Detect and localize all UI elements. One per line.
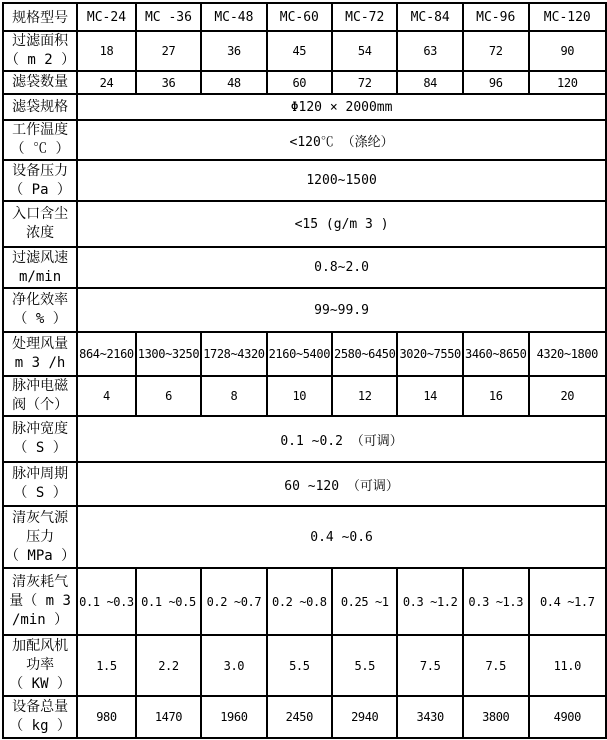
spec-value: 1960 xyxy=(201,696,266,738)
model-header: MC-84 xyxy=(397,3,462,31)
spec-value: 24 xyxy=(77,71,136,94)
model-header: MC-120 xyxy=(529,3,606,31)
spec-value: 96 xyxy=(463,71,529,94)
header-row-label: 规格型号 xyxy=(3,3,77,31)
row-label xyxy=(3,568,77,635)
row-label-line: 功率 xyxy=(26,657,55,673)
row-label xyxy=(3,120,77,160)
spec-value: 18 xyxy=(77,31,136,71)
spec-value: 2160~5400 xyxy=(267,332,332,376)
spec-value: 1728~4320 xyxy=(201,332,266,376)
spec-value: 16 xyxy=(463,376,529,416)
spec-value: 0.1 ~0.5 xyxy=(136,568,201,635)
spec-value-span: <120℃ （涤纶） xyxy=(77,120,606,160)
table-row xyxy=(3,696,606,738)
row-label-line: （ % ） xyxy=(13,311,67,327)
spec-value: 36 xyxy=(201,31,266,71)
row-label xyxy=(3,94,77,120)
spec-value: 3020~7550 xyxy=(397,332,462,376)
spec-value: 14 xyxy=(397,376,462,416)
spec-value: 1470 xyxy=(136,696,201,738)
row-label-line: 过滤面积 xyxy=(12,33,69,49)
row-label-line: /min ） xyxy=(12,612,69,628)
row-label xyxy=(3,416,77,462)
row-label-line: （ kg ） xyxy=(9,718,71,734)
row-label xyxy=(3,462,77,506)
row-label-line: 设备总量 xyxy=(12,699,69,715)
spec-value-span: <15 (g/m 3 ) xyxy=(77,201,606,247)
spec-value: 120 xyxy=(529,71,606,94)
spec-value: 72 xyxy=(332,71,397,94)
spec-value: 54 xyxy=(332,31,397,71)
spec-value: 0.3 ~1.3 xyxy=(463,568,529,635)
row-label xyxy=(3,376,77,416)
spec-value: 5.5 xyxy=(332,635,397,696)
spec-value: 1.5 xyxy=(77,635,136,696)
table-row xyxy=(3,120,606,160)
row-label-line: 压力 xyxy=(26,528,55,545)
row-label xyxy=(3,201,77,247)
row-label-line: 脉冲周期 xyxy=(12,466,69,482)
spec-value: 0.2 ~0.7 xyxy=(201,568,266,635)
row-label-line: m 3 /h xyxy=(14,355,66,371)
spec-value: 10 xyxy=(267,376,332,416)
spec-value: 2940 xyxy=(332,696,397,738)
spec-value: 20 xyxy=(529,376,606,416)
spec-value: 3430 xyxy=(397,696,462,738)
table-row xyxy=(3,376,606,416)
row-label xyxy=(3,247,77,288)
model-header: MC -36 xyxy=(136,3,201,31)
row-label-line: （ MPa ） xyxy=(5,547,76,564)
table-row xyxy=(3,506,606,568)
table-row xyxy=(3,288,606,332)
table-row xyxy=(3,71,606,94)
spec-value: 1300~3250 xyxy=(136,332,201,376)
row-label xyxy=(3,31,77,71)
row-label-line: 浓度 xyxy=(26,225,55,241)
row-label-line: 滤袋规格 xyxy=(12,98,69,115)
row-label-line: 设备压力 xyxy=(12,162,69,179)
spec-value: 45 xyxy=(267,31,332,71)
spec-value: 864~2160 xyxy=(77,332,136,376)
model-header: MC-24 xyxy=(77,3,136,31)
spec-table xyxy=(2,2,607,739)
spec-value-span: 1200~1500 xyxy=(77,160,606,201)
spec-value: 4900 xyxy=(529,696,606,738)
row-label xyxy=(3,288,77,332)
spec-value: 48 xyxy=(201,71,266,94)
spec-value: 5.5 xyxy=(267,635,332,696)
spec-value: 4320~1800 xyxy=(529,332,606,376)
table-row xyxy=(3,31,606,71)
spec-value: 0.1 ~0.3 xyxy=(77,568,136,635)
row-label-line: 工作温度 xyxy=(12,122,69,138)
row-label xyxy=(3,635,77,696)
table-row xyxy=(3,568,606,635)
spec-value: 0.25 ~1 xyxy=(332,568,397,635)
spec-value: 3460~8650 xyxy=(463,332,529,376)
row-label-line: m/min xyxy=(19,268,62,285)
row-label xyxy=(3,332,77,376)
table-row xyxy=(3,635,606,696)
spec-value: 11.0 xyxy=(529,635,606,696)
model-header: MC-48 xyxy=(201,3,266,31)
spec-value: 7.5 xyxy=(397,635,462,696)
spec-value-span: 99~99.9 xyxy=(77,288,606,332)
row-label-line: （ KW ） xyxy=(9,676,71,692)
row-label-line: 净化效率 xyxy=(12,292,69,308)
row-label-line: （ S ） xyxy=(13,440,67,456)
row-label-line: 加配风机 xyxy=(12,638,69,654)
spec-value: 2450 xyxy=(267,696,332,738)
row-label-line: 阀（个） xyxy=(12,397,69,413)
row-label xyxy=(3,160,77,201)
spec-value: 6 xyxy=(136,376,201,416)
spec-value-span: Φ120 × 2000mm xyxy=(77,94,606,120)
model-header: MC-72 xyxy=(332,3,397,31)
row-label-line: 入口含尘 xyxy=(12,206,69,222)
row-label xyxy=(3,506,77,568)
table-row xyxy=(3,332,606,376)
row-label-line: 清灰气源 xyxy=(12,509,69,526)
spec-value: 7.5 xyxy=(463,635,529,696)
spec-value: 36 xyxy=(136,71,201,94)
spec-value-span: 0.4 ~0.6 xyxy=(77,506,606,568)
model-header: MC-60 xyxy=(267,3,332,31)
row-label-line: 脉冲电磁 xyxy=(12,378,69,394)
spec-value: 0.4 ~1.7 xyxy=(529,568,606,635)
model-header: MC-96 xyxy=(463,3,529,31)
spec-value: 3800 xyxy=(463,696,529,738)
row-label-line: （ m 2 ） xyxy=(5,52,76,68)
row-label-line: （ ℃ ） xyxy=(10,141,70,157)
row-label xyxy=(3,696,77,738)
spec-value: 60 xyxy=(267,71,332,94)
spec-value: 0.2 ~0.8 xyxy=(267,568,332,635)
row-label-line: 脉冲宽度 xyxy=(12,421,69,437)
spec-value: 8 xyxy=(201,376,266,416)
row-label xyxy=(3,71,77,94)
spec-value: 12 xyxy=(332,376,397,416)
table-row xyxy=(3,94,606,120)
table-row xyxy=(3,247,606,288)
spec-value: 2.2 xyxy=(136,635,201,696)
header-row xyxy=(3,3,606,31)
spec-value: 63 xyxy=(397,31,462,71)
spec-value: 72 xyxy=(463,31,529,71)
row-label-line: 滤袋数量 xyxy=(12,74,69,90)
spec-value: 84 xyxy=(397,71,462,94)
spec-value-span: 0.1 ~0.2 （可调） xyxy=(77,416,606,462)
row-label-line: 量（ m 3 xyxy=(9,593,71,609)
spec-value-span: 60 ~120 （可调） xyxy=(77,462,606,506)
row-label-line: （ S ） xyxy=(13,485,67,501)
row-label-line: 处理风量 xyxy=(12,336,69,352)
spec-value: 0.3 ~1.2 xyxy=(397,568,462,635)
row-label-line: （ Pa ） xyxy=(9,181,71,198)
table-row xyxy=(3,201,606,247)
spec-value: 2580~6450 xyxy=(332,332,397,376)
table-row xyxy=(3,160,606,201)
table-row xyxy=(3,462,606,506)
spec-value: 27 xyxy=(136,31,201,71)
row-label-line: 清灰耗气 xyxy=(12,574,69,590)
spec-value-span: 0.8~2.0 xyxy=(77,247,606,288)
row-label-line: 过滤风速 xyxy=(12,249,69,266)
table-row xyxy=(3,416,606,462)
spec-value: 3.0 xyxy=(201,635,266,696)
spec-value: 4 xyxy=(77,376,136,416)
spec-value: 90 xyxy=(529,31,606,71)
spec-value: 980 xyxy=(77,696,136,738)
